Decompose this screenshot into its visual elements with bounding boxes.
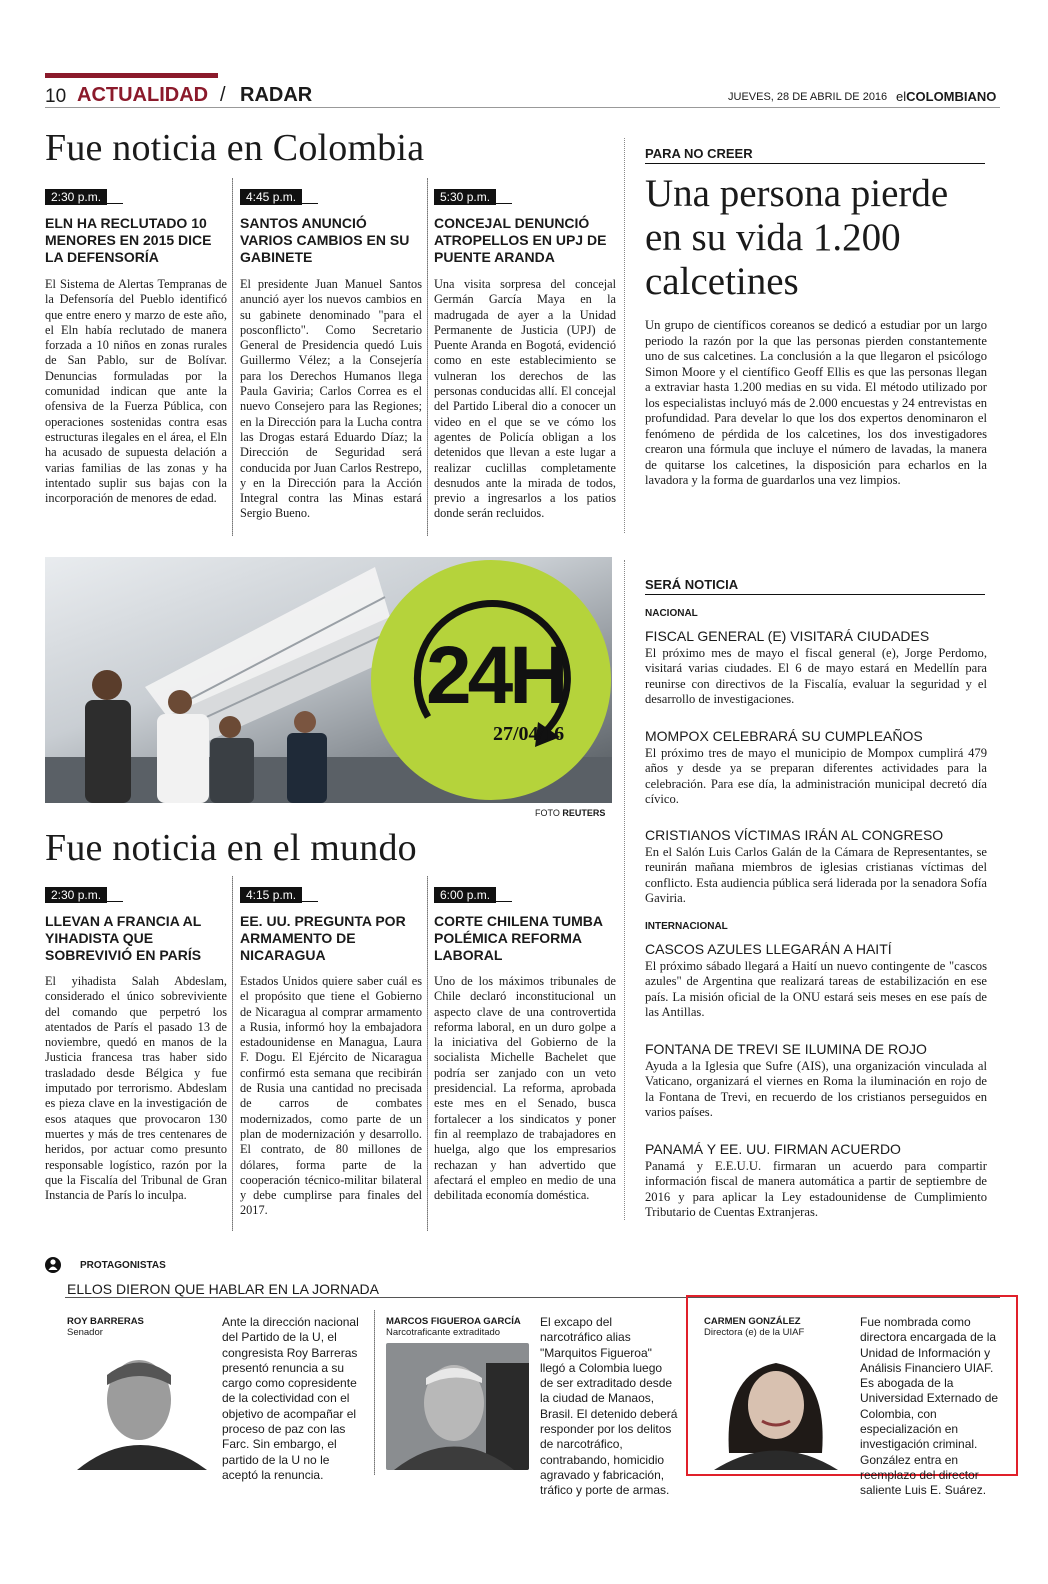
sera-noticia-body: El próximo tres de mayo el municipio de Mompox cumplirá 479 años y desde ya se preparan diferentes actividades para la celebración. Para ese día, la administración municipal decretó día cívico. [645, 746, 987, 807]
column-divider [427, 876, 428, 1231]
column-divider [427, 178, 428, 536]
label-rule [645, 163, 985, 164]
story-headline: CONCEJAL DENUNCIÓ ATROPELLOS EN UPJ DE PUENTE ARANDA [434, 215, 607, 265]
badge-date: 27/04/16 [493, 723, 565, 745]
story-body: Uno de los máximos tribunales de Chile declaró inconstitucional un aspecto clave de una controvertida reforma laboral, en un duro golpe a la iniciativa del Gobierno de la socialista Michelle Bachelet que podría ser zanjado con un veto presidencial. La reforma, aprobada este mes en el Senado, busca fortalecer a los sindicatos y poner fin al reemplazo de trabajadores en huelga, algo que los empresarios rechazan y han advertido que afectará el empleo en medio de una debilitada economía doméstica. [434, 974, 616, 1203]
column-divider [232, 876, 233, 1231]
subsection-name: RADAR [240, 84, 313, 106]
story-time: 2:30 p.m. [45, 887, 107, 903]
colombia-section-title: Fue noticia en Colombia [45, 127, 425, 169]
label-rule [645, 594, 985, 595]
mundo-story-2 [240, 886, 318, 902]
portrait-photo [704, 1343, 847, 1470]
protagonistas-subtitle: ELLOS DIERON QUE HABLAR EN LA JORNADA [67, 1281, 379, 1297]
person-name: CARMEN GONZÁLEZ [704, 1316, 801, 1327]
colombia-story-1 [45, 188, 123, 204]
section-name: ACTUALIDAD [77, 84, 209, 106]
issue-date: JUEVES, 28 DE ABRIL DE 2016 [728, 91, 888, 103]
sera-noticia-headline: PANAMÁ Y EE. UU. FIRMAN ACUERDO [645, 1141, 901, 1157]
category-nacional: NACIONAL [645, 608, 698, 619]
category-internacional: INTERNACIONAL [645, 921, 728, 932]
news-photo [45, 557, 612, 803]
colombia-story-2 [240, 188, 318, 204]
portrait-photo [386, 1343, 529, 1470]
sera-noticia-headline: MOMPOX CELEBRARÁ SU CUMPLEAÑOS [645, 728, 923, 744]
sera-noticia-body: El próximo sábado llegará a Haití un nuevo contingente de "cascos azules" de Argentina que realizará tareas de estabilización en ese país. La misión oficial de la ONU estará seis meses en ese país de las Antillas. [645, 959, 987, 1020]
story-time: 4:15 p.m. [240, 887, 302, 903]
sera-noticia-headline: CASCOS AZULES LLEGARÁN A HAITÍ [645, 941, 892, 957]
sera-noticia-body: Ayuda a la Iglesia que Sufre (AIS), una organización vinculada al Vaticano, organizará el viernes en Roma la iluminación en rojo de la Fontana de Trevi, en recuerdo de los cristianos perseguidos en varios países. [645, 1059, 987, 1120]
story-body: El presidente Juan Manuel Santos anunció ayer los nuevos cambios en su gabinete denominado "para el posconflicto". Como Secretario General de Presidencia quedó Luis Guillermo Vélez; a la Consejería para los Derechos Humanos llega Paula Gaviria; Carlos Correa es el nuevo Consejero para las Regiones; en la Dirección para la Lucha contra las Drogas estará Eduardo Díaz; la Dirección de Seguridad será conducida por Juan Carlos Restrepo, y en la Dirección para la Acción Integral contra las Minas estará Sergio Bueno. [240, 277, 422, 521]
para-no-creer-body: Un grupo de científicos coreanos se dedicó a estudiar por un largo periodo la razón por la que las personas pierden constantemente uno de sus calcetines. La conclusión a la que llegaron el psicólogo Simon Moore y el científico Geoff Ellis es que las personas llegan a extraviar hasta 1.200 medias en su vida. El método utilizado por los especialistas incluyó más de 2.000 encuestas y 24 entrevistas en profundidad. Para develar lo que los dos expertos denominaron el fenómeno de pérdida de los calcetines, los dos investigadores crearon una fórmula que incluye el número de lavadas, la manera de quitarse los calcetines, la disposición para echarlos en la lavadora y la forma de guardarlos una vez limpios. [645, 318, 987, 487]
sera-noticia-body: En el Salón Luis Carlos Galán de la Cámara de Representantes, se reunirán mañana miembros de iglesias cristianas víctimas del conflicto. Esta audiencia pública será liderada por la senadora Sofía Gaviria. [645, 845, 987, 906]
para-no-creer-label: PARA NO CREER [645, 146, 753, 161]
badge-24h-text: 24H [426, 630, 565, 721]
person-body: Ante la dirección nacional del Partido de la U, el congresista Roy Barreras presentó renuncia a su cargo como copresidente de la colectividad con el objetivo de acompañar el proceso de paz con las Farc. Sin embargo, el partido de la U no le aceptó la renuncia. [222, 1315, 359, 1482]
protagonistas-label: PROTAGONISTAS [80, 1260, 166, 1271]
story-body: Estados Unidos quiere saber cuál es el propósito que tiene el Gobierno de Nicaragua al comprar armamento a Rusia, informó hoy la embajadora estadounidense en Managua, Laura F. Dogu. El Ejército de Nicaragua confirmó esta semana que recibirán de Rusia una cantidad no precisada de carros de combates modernizados, como parte de un plan de modernización y desarrollo. El contrato, de 80 millones de dólares, forma parte de la cooperación técnico-militar bilateral y debe cumplirse para finales del 2017. [240, 974, 422, 1218]
story-time: 5:30 p.m. [434, 189, 496, 205]
header-accent-bar [45, 73, 218, 78]
newspaper-brand: elCOLOMBIANO [896, 89, 997, 104]
person-name: ROY BARRERAS [67, 1316, 144, 1327]
person-role: Narcotraficante extraditado [386, 1327, 501, 1338]
story-time: 6:00 p.m. [434, 887, 496, 903]
person-role: Directora (e) de la UIAF [704, 1327, 805, 1338]
person-role: Senador [67, 1327, 103, 1338]
column-divider [624, 138, 625, 533]
column-divider [374, 1310, 375, 1475]
mundo-story-3 [434, 886, 512, 902]
column-divider [232, 178, 233, 536]
story-time: 2:30 p.m. [45, 189, 107, 205]
portrait-photo [67, 1345, 210, 1470]
person-name: MARCOS FIGUEROA GARCÍA [386, 1316, 521, 1327]
mundo-story-1 [45, 886, 123, 902]
story-headline: LLEVAN A FRANCIA AL YIHADISTA QUE SOBREVIVIÓ EN PARÍS [45, 913, 202, 963]
sera-noticia-body: Panamá y E.E.U.U. firmaran un acuerdo para compartir información fiscal de manera automática a partir de septiembre de 2016 y para aplicar la Ley estadounidense de Cumplimiento Tributario de Cuentas Extranjeras. [645, 1159, 987, 1220]
column-divider [624, 560, 625, 1220]
person-icon [45, 1257, 61, 1273]
sera-noticia-body: El próximo mes de mayo el fiscal general (e), Jorge Perdomo, visitará varias ciudades. El 6 de mayo estará en Medellín para reunirse con directivos de la Fiscalía, evaluar la seguridad y el desarrollo de investigaciones. [645, 646, 987, 707]
section-separator: / [220, 84, 226, 106]
story-headline: EE. UU. PREGUNTA POR ARMAMENTO DE NICARAGUA [240, 913, 406, 963]
story-headline: ELN HA RECLUTADO 10 MENORES EN 2015 DICE LA DEFENSORÍA [45, 215, 212, 265]
sera-noticia-headline: CRISTIANOS VÍCTIMAS IRÁN AL CONGRESO [645, 827, 944, 843]
mundo-section-title: Fue noticia en el mundo [45, 827, 417, 869]
story-headline: SANTOS ANUNCIÓ VARIOS CAMBIOS EN SU GABINETE [240, 215, 410, 265]
person-body: Fue nombrada como directora encargada de la Unidad de Información y Análisis Financiero UIAF. Es abogada de la Universidad Externado de Colombia, con especialización en investigación criminal. González entra en reemplazo del director saliente Luis E. Suárez. [860, 1315, 999, 1498]
story-time: 4:45 p.m. [240, 189, 302, 205]
story-body: Una visita sorpresa del concejal Germán García Maya en la madrugada de ayer a la Unidad Permanente de Justicia (UPJ) de Puente Aranda en Bogotá, evidenció como en este establecimiento se vulneran los derechos de las personas conducidas allí. El concejal del Partido Liberal dio a conocer un video en el que se ve cómo los agentes de Policía obligan a los detenidos que llevan a este lugar a realizar cuclillas completamente desnudos ante la mirada de todos, previo a ingresarlos a los patios donde serán recluidos. [434, 277, 616, 521]
para-no-creer-title: Una persona pierde en su vida 1.200 calcetines [645, 172, 949, 303]
story-body: El yihadista Salah Abdeslam, considerado el único sobreviviente del comando que perpetró los atentados de París el pasado 13 de noviembre, quedó en manos de la Justicia francesa tras haber sido trasladado desde Bélgica y fue imputado por terrorismo. Abdeslam es pieza clave en la investigación de esos ataques que provocaron 130 muertes y más de tres centenares de heridos, por actuar como presunto responsable logístico, razón por la que la Fiscalía del Tribunal de Gran Instancia de París lo inculpa. [45, 974, 227, 1203]
sera-noticia-label: SERÁ NOTICIA [645, 577, 739, 592]
header-rule [45, 107, 1000, 108]
sera-noticia-headline: FONTANA DE TREVI SE ILUMINA DE ROJO [645, 1041, 927, 1057]
story-headline: CORTE CHILENA TUMBA POLÉMICA REFORMA LABORAL [434, 913, 603, 963]
story-body: El Sistema de Alertas Tempranas de la Defensoría del Pueblo identificó que entre enero y marzo de este año, el Eln había reclutado de manera forzada a 10 niños en zonas rurales de San Pablo, sur de Bolívar. Denuncias formuladas por la comunidad indican que ante la ofensiva de la Fuerza Pública, con operaciones sostenidas contra esas estructuras ilegales en el área, el Eln ha acusado de supuesta delación a varias familias de las zonas y ha intentado suplir sus bajas con la incorporación de menores de edad. [45, 277, 227, 506]
page-number: 10 [45, 86, 67, 107]
colombia-story-3 [434, 188, 512, 204]
sera-noticia-headline: FISCAL GENERAL (E) VISITARÁ CIUDADES [645, 628, 930, 644]
photo-credit: FOTO REUTERS [535, 808, 606, 818]
person-body: El excapo del narcotráfico alias "Marquitos Figueroa" llegó a Colombia luego de ser extraditado desde la ciudad de Manaos, Brasil. El detenido deberá responder por los delitos de narcotráfico, contrabando, homicidio agravado y fabricación, tráfico y porte de armas. [540, 1315, 678, 1498]
